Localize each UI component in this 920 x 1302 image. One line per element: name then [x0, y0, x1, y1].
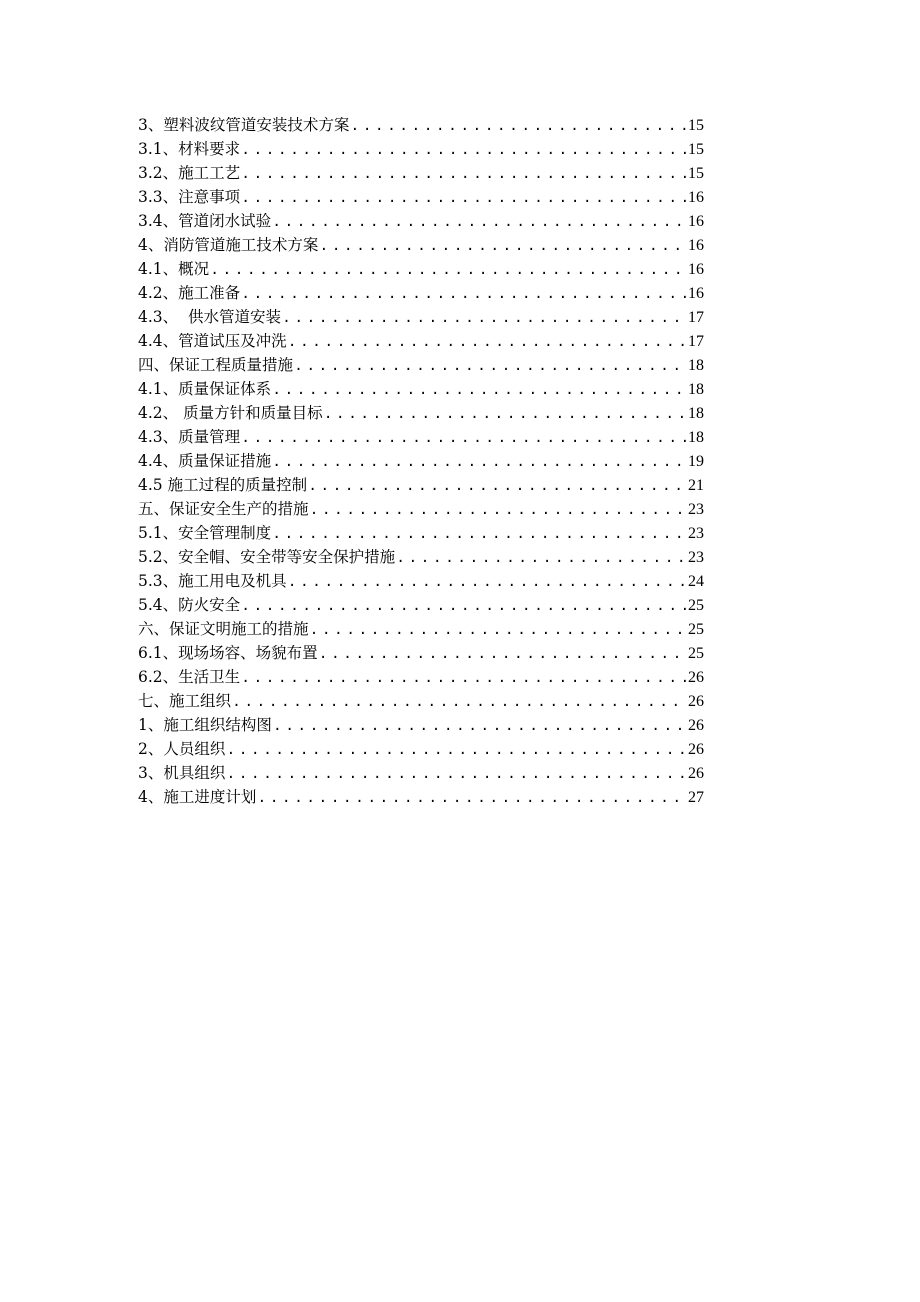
toc-entry-title: 4.4、管道试压及冲洗 [138, 332, 287, 350]
toc-entry-page-number: 18 [688, 405, 704, 422]
toc-entry[interactable] [138, 425, 704, 449]
toc-entry[interactable] [138, 209, 704, 233]
toc-entry-page-number: 24 [688, 573, 704, 590]
toc-entry-page-number: 21 [688, 477, 704, 494]
toc-entry-page-number: 23 [688, 549, 704, 566]
toc-entry[interactable] [138, 641, 704, 665]
toc-dot-leader [350, 115, 687, 139]
toc-entry-page-number: 15 [688, 141, 704, 158]
toc-dot-leader [257, 787, 687, 811]
toc-entry-title: 4.3、质量管理 [138, 428, 241, 446]
toc-dot-leader [210, 259, 687, 283]
toc-entry-title: 七、施工组织 [138, 692, 232, 710]
toc-entry-title: 3.3、注意事项 [138, 188, 241, 206]
toc-entry-title: 1、施工组织结构图 [138, 716, 272, 734]
toc-entry-page-number: 16 [688, 213, 704, 230]
toc-dot-leader [319, 643, 687, 667]
table-of-contents [138, 113, 704, 809]
toc-entry[interactable] [138, 689, 704, 713]
toc-entry-title: 6.2、生活卫生 [138, 668, 241, 686]
toc-dot-leader [241, 595, 687, 619]
toc-entry-title: 4.1、概况 [138, 260, 210, 278]
toc-entry-page-number: 26 [688, 693, 704, 710]
toc-entry-title: 4.5 施工过程的质量控制 [138, 476, 308, 494]
toc-dot-leader [241, 283, 687, 307]
toc-dot-leader [319, 235, 687, 259]
toc-entry-page-number: 23 [688, 501, 704, 518]
toc-entry-page-number: 17 [688, 309, 704, 326]
toc-dot-leader [241, 163, 687, 187]
toc-dot-leader [226, 739, 687, 763]
toc-entry[interactable] [138, 617, 704, 641]
toc-entry[interactable] [138, 665, 704, 689]
toc-entry-title: 2、人员组织 [138, 740, 226, 758]
toc-entry-title: 5.1、安全管理制度 [138, 524, 272, 542]
toc-entry-page-number: 16 [688, 237, 704, 254]
toc-dot-leader [241, 139, 687, 163]
toc-entry-title: 3、机具组织 [138, 764, 226, 782]
toc-entry[interactable] [138, 569, 704, 593]
toc-entry-page-number: 16 [688, 189, 704, 206]
toc-entry-title: 5.4、防火安全 [138, 596, 241, 614]
toc-dot-leader [272, 379, 687, 403]
toc-entry-title: 4、消防管道施工技术方案 [138, 236, 319, 254]
toc-entry-page-number: 18 [688, 381, 704, 398]
toc-entry-page-number: 25 [688, 597, 704, 614]
toc-dot-leader [273, 715, 687, 739]
toc-entry-title: 4.2、施工准备 [138, 284, 241, 302]
toc-entry-title: 六、保证文明施工的措施 [138, 620, 309, 638]
toc-dot-leader [241, 187, 687, 211]
toc-entry-title: 5.3、施工用电及机具 [138, 572, 287, 590]
toc-entry[interactable] [138, 257, 704, 281]
toc-entry[interactable] [138, 473, 704, 497]
toc-entry[interactable] [138, 497, 704, 521]
toc-entry-title: 4.3、 供水管道安装 [138, 308, 282, 326]
toc-entry-title: 4.4、质量保证措施 [138, 452, 272, 470]
toc-dot-leader [241, 667, 687, 691]
toc-dot-leader [282, 307, 687, 331]
toc-entry[interactable] [138, 185, 704, 209]
toc-entry-page-number: 26 [688, 765, 704, 782]
toc-dot-leader [308, 475, 687, 499]
toc-entry[interactable] [138, 353, 704, 377]
toc-entry-title: 五、保证安全生产的措施 [138, 500, 309, 518]
toc-dot-leader [288, 331, 687, 355]
toc-dot-leader [272, 523, 687, 547]
toc-dot-leader [226, 763, 687, 787]
toc-entry-page-number: 16 [688, 285, 704, 302]
toc-entry-page-number: 16 [688, 261, 704, 278]
toc-entry-page-number: 15 [688, 165, 704, 182]
toc-entry-page-number: 18 [688, 357, 704, 374]
toc-entry-title: 3.1、材料要求 [138, 140, 241, 158]
toc-entry[interactable] [138, 329, 704, 353]
toc-entry[interactable] [138, 737, 704, 761]
toc-entry-title: 4.1、质量保证体系 [138, 380, 272, 398]
toc-entry-page-number: 18 [688, 429, 704, 446]
toc-dot-leader [272, 211, 687, 235]
toc-entry[interactable] [138, 593, 704, 617]
toc-dot-leader [310, 499, 687, 523]
toc-dot-leader [241, 427, 687, 451]
toc-entry[interactable] [138, 449, 704, 473]
toc-dot-leader [288, 571, 687, 595]
toc-entry-title: 3、塑料波纹管道安装技术方案 [138, 116, 350, 134]
toc-dot-leader [272, 451, 687, 475]
toc-entry[interactable] [138, 137, 704, 161]
toc-entry[interactable] [138, 113, 704, 137]
toc-entry[interactable] [138, 785, 704, 809]
toc-entry-page-number: 15 [688, 117, 704, 134]
toc-entry-page-number: 26 [688, 741, 704, 758]
toc-dot-leader [232, 691, 687, 715]
toc-entry-title: 4、施工进度计划 [138, 788, 257, 806]
toc-entry-title: 3.4、管道闭水试验 [138, 212, 272, 230]
toc-entry[interactable] [138, 521, 704, 545]
toc-entry[interactable] [138, 377, 704, 401]
toc-entry[interactable] [138, 713, 704, 737]
toc-dot-leader [396, 547, 687, 571]
toc-entry-page-number: 27 [688, 789, 704, 806]
toc-entry-page-number: 19 [688, 453, 704, 470]
toc-entry[interactable] [138, 401, 704, 425]
toc-entry-page-number: 26 [688, 717, 704, 734]
toc-entry[interactable] [138, 305, 704, 329]
toc-entry-page-number: 23 [688, 525, 704, 542]
toc-dot-leader [324, 403, 687, 427]
toc-entry[interactable] [138, 161, 704, 185]
toc-dot-leader [310, 619, 687, 643]
toc-entry-title: 3.2、施工工艺 [138, 164, 241, 182]
toc-entry-title: 6.1、现场场容、场貌布置 [138, 644, 318, 662]
toc-entry-page-number: 25 [688, 645, 704, 662]
toc-entry-title: 4.2、 质量方针和质量目标 [138, 404, 323, 422]
toc-entry-title: 四、保证工程质量措施 [138, 356, 294, 374]
toc-entry[interactable] [138, 545, 704, 569]
toc-entry-page-number: 17 [688, 333, 704, 350]
toc-entry[interactable] [138, 761, 704, 785]
toc-entry[interactable] [138, 281, 704, 305]
toc-entry-title: 5.2、安全帽、安全带等安全保护措施 [138, 548, 396, 566]
toc-entry[interactable] [138, 233, 704, 257]
toc-entry-page-number: 26 [688, 669, 704, 686]
toc-dot-leader [294, 355, 687, 379]
toc-entry-page-number: 25 [688, 621, 704, 638]
